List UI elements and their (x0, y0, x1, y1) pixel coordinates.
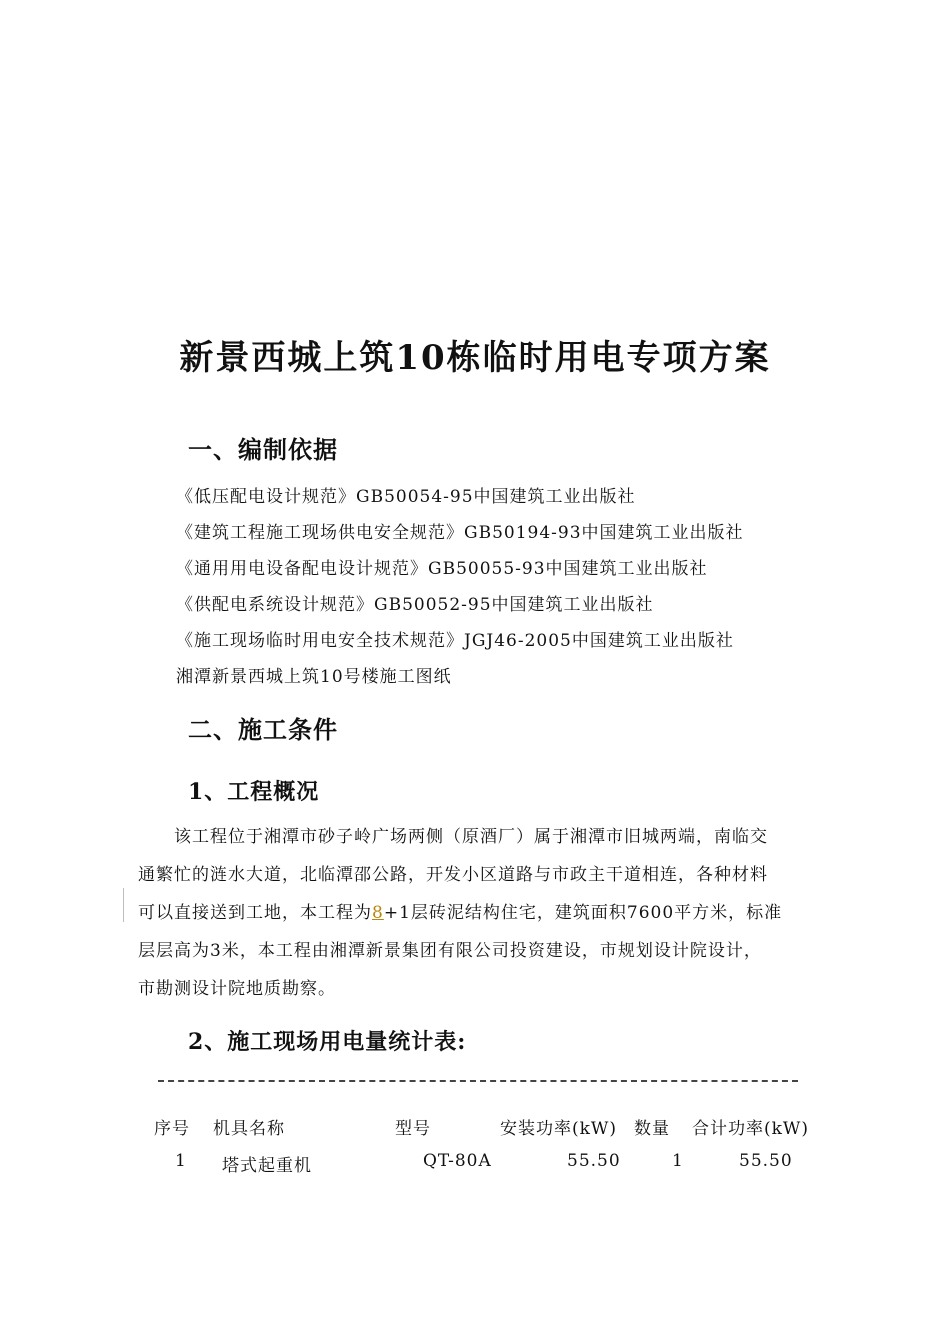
table-header-cell: 机具名称 (213, 1119, 285, 1139)
overview-paragraph (138, 823, 828, 1013)
paragraph-text: 可以直接送到工地，本工程为 (138, 903, 372, 923)
reference-item: 《建筑工程施工现场供电安全规范》GB50194-93中国建筑工业出版社 (176, 523, 744, 543)
reference-item: 《低压配电设计规范》GB50054-95中国建筑工业出版社 (176, 487, 636, 507)
paragraph-line: 层层高为3米，本工程由湘潭新景集团有限公司投资建设，市规划设计院设计， (138, 941, 762, 961)
table-cell: 1 (175, 1151, 187, 1171)
table-header-cell: 序号 (154, 1119, 190, 1139)
reference-item: 《施工现场临时用电安全技术规范》JGJ46-2005中国建筑工业出版社 (176, 631, 734, 651)
table-cell: 55.50 (567, 1151, 621, 1171)
table-cell: 55.50 (739, 1151, 793, 1171)
table-cell: QT-80A (423, 1151, 492, 1171)
section-heading-basis: 一、编制依据 (188, 435, 338, 464)
paragraph-line: 市勘测设计院地质勘察。 (138, 979, 336, 999)
table-dashed-divider (158, 1080, 798, 1082)
table-header-cell: 数量 (634, 1119, 670, 1139)
paragraph-line (138, 899, 828, 937)
table-header-cell: 型号 (395, 1119, 431, 1139)
margin-mark (123, 888, 124, 922)
reference-item: 《通用用电设备配电设计规范》GB50055-93中国建筑工业出版社 (176, 559, 708, 579)
reference-item: 湘潭新景西城上筑10号楼施工图纸 (176, 667, 452, 687)
floor-count-highlight: 8 (372, 903, 384, 923)
table-header-row (0, 1114, 950, 1142)
reference-list (176, 484, 744, 700)
paragraph-line: 该工程位于湘潭市砂子岭广场两侧（原酒厂）属于湘潭市旧城两端，南临交 (174, 827, 768, 847)
table-cell: 塔式起重机 (222, 1156, 312, 1176)
paragraph-text: +1层砖泥结构住宅，建筑面积7600平方米，标准 (383, 903, 783, 923)
table-header-cell: 安装功率(kW) (500, 1119, 618, 1139)
paragraph-line: 通繁忙的涟水大道，北临潭邵公路，开发小区道路与市政主干道相连，各种材料 (138, 865, 768, 885)
subsection-heading-overview: 1、工程概况 (188, 779, 320, 805)
section-heading-conditions: 二、施工条件 (188, 715, 338, 744)
table-row (0, 1151, 950, 1179)
reference-item: 《供配电系统设计规范》GB50052-95中国建筑工业出版社 (176, 595, 654, 615)
table-cell: 1 (672, 1151, 684, 1171)
document-title: 新景西城上筑10栋临时用电专项方案 (179, 338, 771, 378)
subsection-heading-power-table: 2、施工现场用电量统计表: (188, 1029, 467, 1055)
table-header-cell: 合计功率(kW) (692, 1119, 810, 1139)
